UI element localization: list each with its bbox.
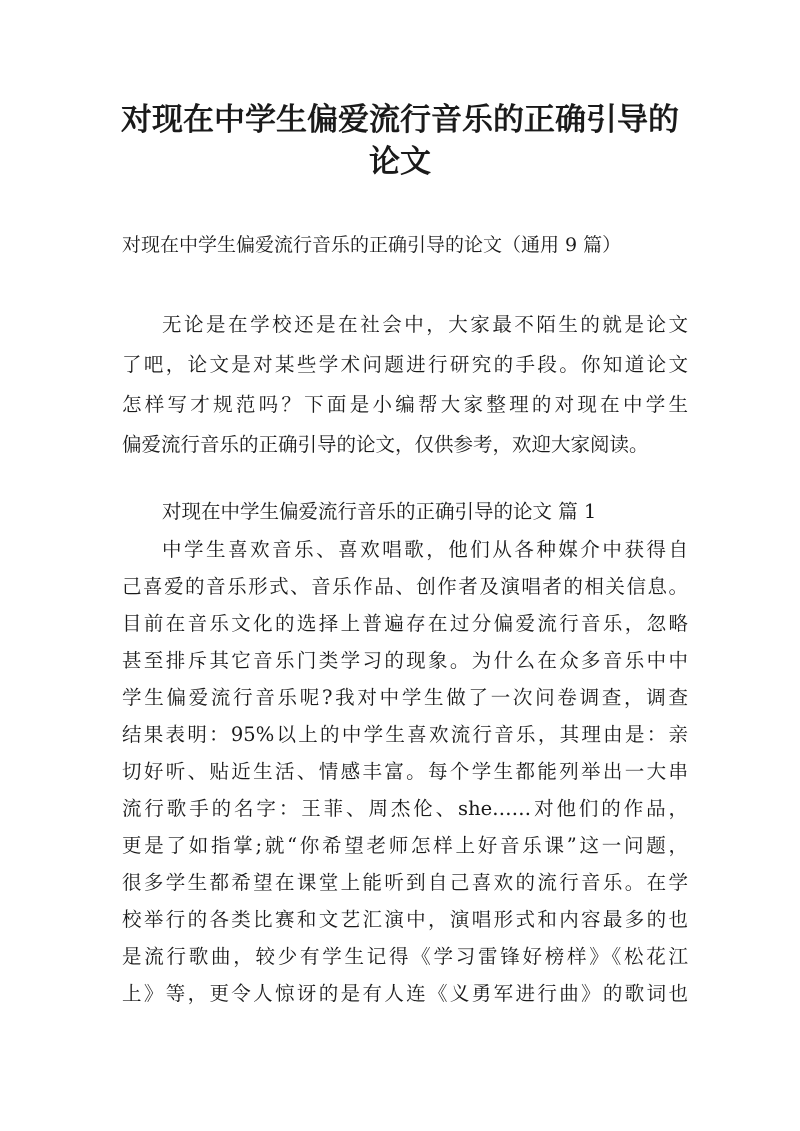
- body-paragraph-line: 很多学生都希望在课堂上能听到自己喜欢的流行音乐。在学: [122, 871, 688, 894]
- section-heading: 对现在中学生偏爱流行音乐的正确引导的论文 篇 1: [162, 500, 597, 523]
- intro-paragraph-line: 无论是在学校还是在社会中，大家最不陌生的就是论文: [162, 313, 688, 336]
- body-paragraph-line: 目前在音乐文化的选择上普遍存在过分偏爱流行音乐，忽略: [122, 612, 688, 635]
- body-paragraph-line: 校举行的各类比赛和文艺汇演中，演唱形式和内容最多的也: [122, 908, 688, 931]
- document-title-line-2: 论文: [369, 144, 431, 180]
- body-paragraph-line: 甚至排斥其它音乐门类学习的现象。为什么在众多音乐中中: [122, 649, 688, 672]
- body-paragraph-line: 结果表明：95%以上的中学生喜欢流行音乐，其理由是：亲: [122, 723, 688, 746]
- body-paragraph-line: 学生偏爱流行音乐呢?我对中学生做了一次问卷调查，调查: [122, 686, 688, 709]
- body-paragraph-line: 己喜爱的音乐形式、音乐作品、创作者及演唱者的相关信息。: [122, 575, 688, 598]
- document-subtitle: 对现在中学生偏爱流行音乐的正确引导的论文（通用 9 篇）: [122, 234, 622, 256]
- body-paragraph-line: 更是了如指掌;就“你希望老师怎样上好音乐课”这一问题，: [122, 834, 688, 857]
- intro-paragraph-line: 了吧，论文是对某些学术问题进行研究的手段。你知道论文: [122, 353, 688, 376]
- document-title-line-1: 对现在中学生偏爱流行音乐的正确引导的: [121, 102, 679, 138]
- body-paragraph-line: 切好听、贴近生活、情感丰富。每个学生都能列举出一大串: [122, 760, 688, 783]
- body-paragraph-line: 中学生喜欢音乐、喜欢唱歌，他们从各种媒介中获得自: [162, 538, 688, 561]
- body-paragraph-line: 流行歌手的名字：王菲、周杰伦、she……对他们的作品，: [122, 797, 688, 820]
- body-paragraph-line: 是流行歌曲，较少有学生记得《学习雷锋好榜样》《松花江: [122, 945, 688, 968]
- body-paragraph-line: 上》等，更令人惊讶的是有人连《义勇军进行曲》的歌词也: [122, 982, 688, 1005]
- intro-paragraph-line: 怎样写才规范吗？下面是小编帮大家整理的对现在中学生: [122, 393, 688, 416]
- intro-paragraph-line: 偏爱流行音乐的正确引导的论文，仅供参考，欢迎大家阅读。: [122, 433, 649, 456]
